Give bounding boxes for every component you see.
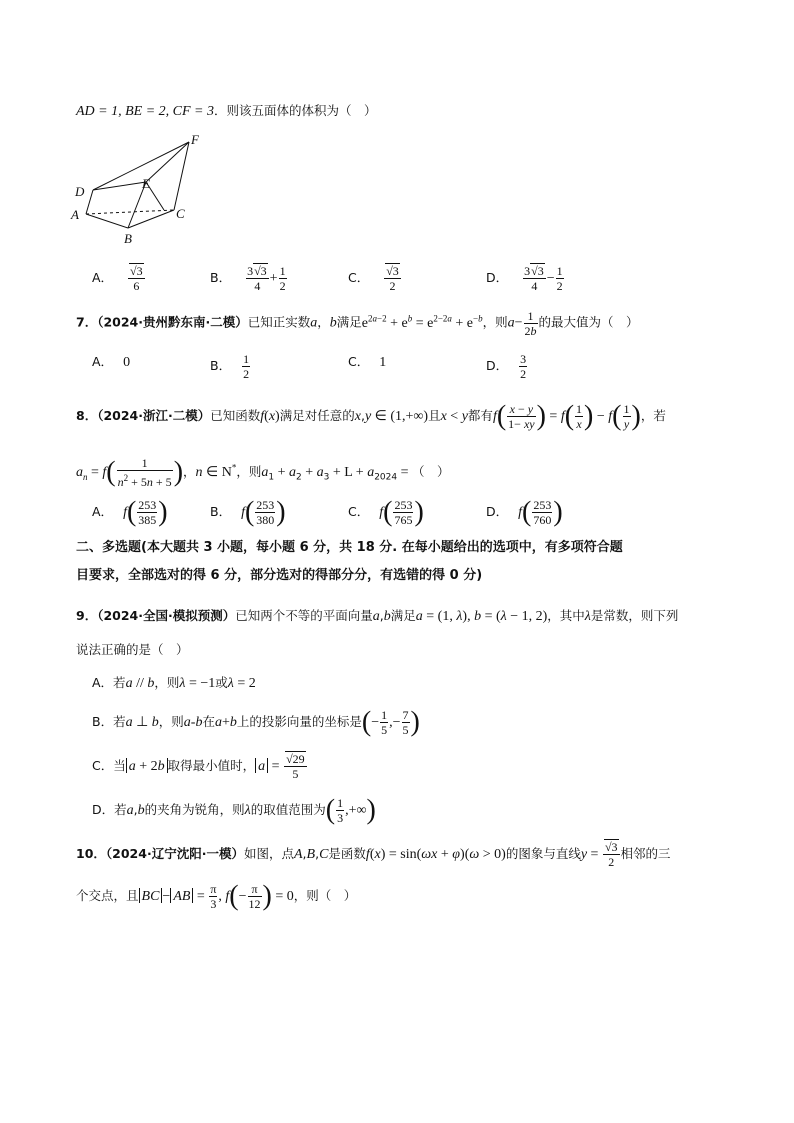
q6-option-d[interactable]: D． $\frac{3√3}{4}$ − $\frac{1}{2}$ <box>486 264 563 293</box>
q9-stem: 9．（2024·全国·模拟预测）已知两个不等的平面向量a,b满足a = (1, λ), b = (λ − 1, 2)，其中λ是常数，则下列 <box>76 608 679 624</box>
q8-stem: 8．（2024·浙江·二模）已知函数f(x)满足对任意的x,y ∈ (1,+∞)且x < y都有f( $\frac{x - y}{1- xy}$ ) = f( $\frac{1}{x}$ ) − f( $\frac{1}{y}$ )，若 <box>76 400 666 432</box>
q7-option-c[interactable]: C． 1 <box>348 354 387 370</box>
section2-heading-line1: 二、多选题(本大题共 3 小题，每小题 6 分，共 18 分. 在每小题给出的选项中，有多项符合题 <box>76 540 623 555</box>
q7-stem: 7．（2024·贵州黔东南·二模）已知正实数a，b满足$e^{2a-2} + e^b = e^{2-2a} + e^{-b}$，则a− $\frac{1}{2b}$ 的最大值为（ ） <box>76 308 639 338</box>
q9-option-c[interactable]: C．当 a + 2b 取得最小值时， a = $\frac{√29}{5}$ <box>92 752 305 781</box>
q6-stem <box>76 101 377 122</box>
q8-option-d[interactable]: D． f( $\frac{253}{760}$ ) <box>486 496 563 528</box>
q9-option-d[interactable]: D．若a,b的夹角为锐角，则λ的取值范围为( $\frac{1}{3}$ ,+∞) <box>92 794 376 826</box>
q6-option-a[interactable]: A． $\frac{√3}{6}$ <box>92 264 143 293</box>
fig-label-d: D <box>75 184 85 199</box>
q6-figure <box>66 130 206 250</box>
fig-label-a: A <box>71 207 79 222</box>
q8-option-a[interactable]: A． f( $\frac{253}{385}$ ) <box>92 496 168 528</box>
section2-heading-line2: 目要求，全部选对的得 6 分，部分选对的得部分分，有选错的得 0 分) <box>76 568 483 583</box>
q6-option-c[interactable]: C． $\frac{√3}{2}$ <box>348 264 399 293</box>
q7-option-a[interactable]: A． 0 <box>92 354 131 370</box>
q7-option-d[interactable]: D． $\frac{3}{2}$ <box>486 352 527 381</box>
fig-label-c: C <box>176 206 185 221</box>
fig-label-e: E <box>142 176 150 191</box>
q6-option-b[interactable]: B． $\frac{3√3}{4}$ + $\frac{1}{2}$ <box>210 264 286 293</box>
q6-prompt: ．则该五面体的体积为（ ） <box>214 103 377 118</box>
fig-label-b: B <box>124 231 132 246</box>
q9-stem-line2: 说法正确的是（ ） <box>76 642 189 657</box>
q9-option-a[interactable]: A．若a // b，则λ = −1或λ = 2 <box>92 675 256 691</box>
fig-label-f: F <box>191 132 199 147</box>
q8-option-c[interactable]: C． f( $\frac{253}{765}$ ) <box>348 496 424 528</box>
q6-given: AD = 1, BE = 2, CF = 3 <box>76 104 214 119</box>
q7-option-b[interactable]: B． $\frac{1}{2}$ <box>210 352 250 381</box>
q9-option-b[interactable]: B．若a ⊥ b，则a-b在a+b上的投影向量的坐标是(− $\frac{1}{5}$ ,− $\frac{7}{5}$ ) <box>92 706 420 738</box>
q10-stem-line2: 个交点，且 BC − AB = $\frac{\pi}{3}$ , f(− $\frac{\pi}{12}$ ) = 0，则（ ） <box>76 880 357 912</box>
q8-stem-line2: $a_n = f$( $\frac{1}{n^2 + 5n + 5}$ )，n ∈ N*，则$a_1 + a_2 + a_3 + L + a_{2024}$ = （ ） <box>76 456 450 489</box>
q10-stem: 10．（2024·辽宁沈阳·一模）如图，点A,B,C是函数f(x) = sin(ωx + φ)(ω > 0)的图象与直线y = $\frac{√3}{2}$ 相邻的三 <box>76 840 671 869</box>
q8-option-b[interactable]: B． f( $\frac{253}{380}$ ) <box>210 496 286 528</box>
